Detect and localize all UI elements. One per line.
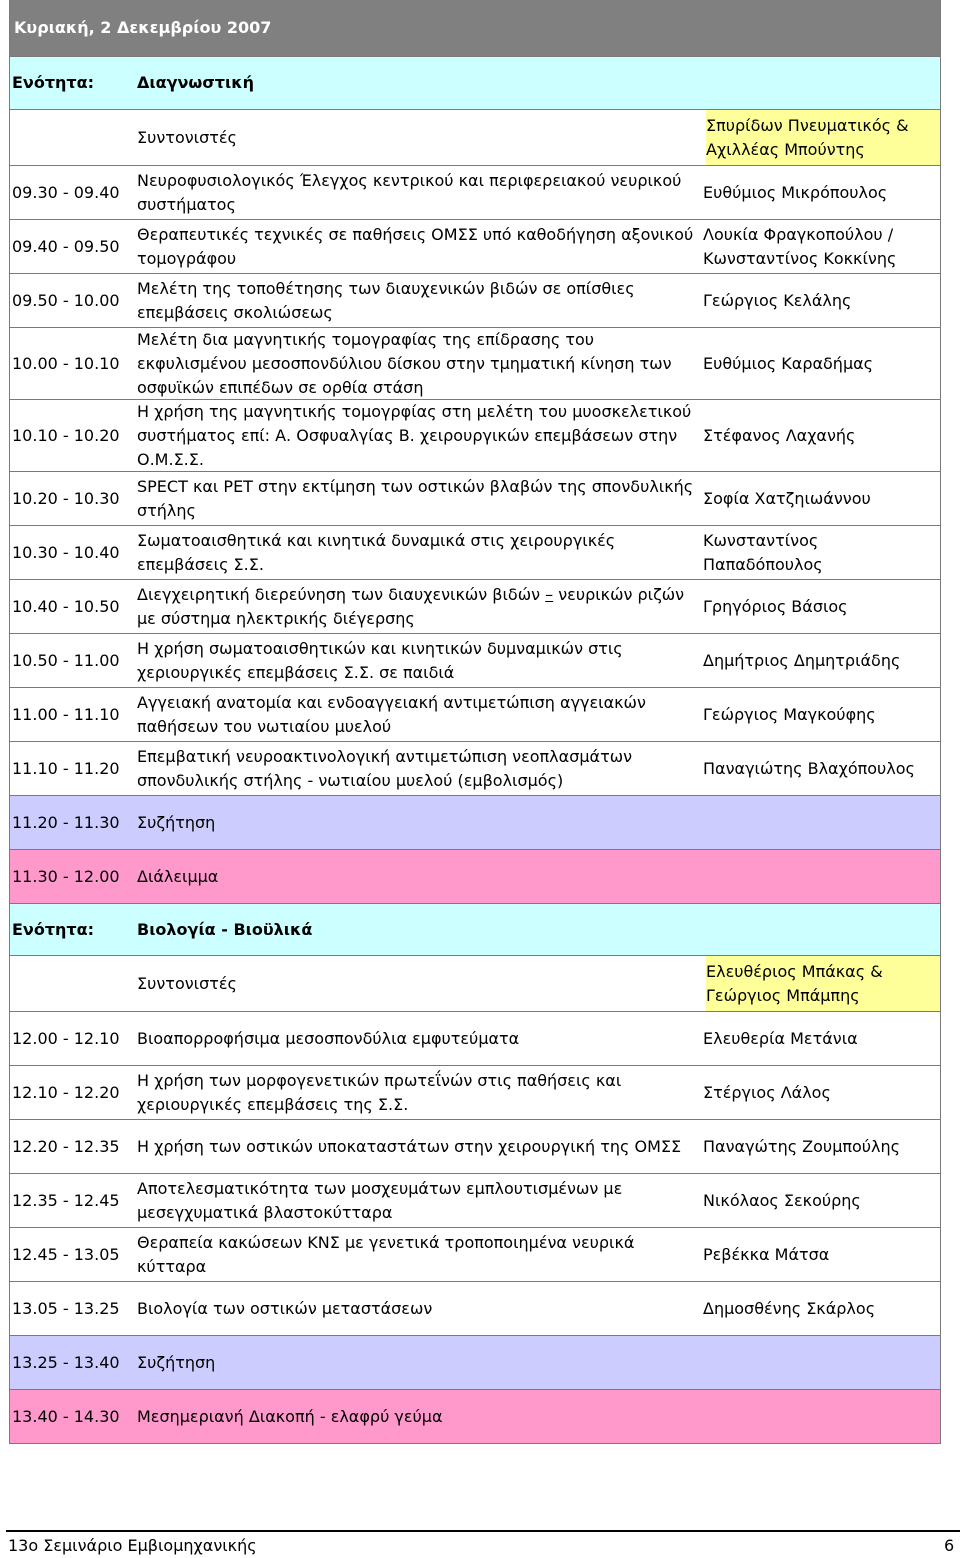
talk-speaker: Ελευθερία Μετάνια bbox=[703, 1028, 858, 1048]
talk-topic bbox=[137, 580, 705, 633]
talk-time: 13.05 - 13.25 bbox=[12, 1298, 120, 1318]
talk-time: 10.20 - 10.30 bbox=[12, 488, 120, 508]
talk-topic: Αποτελεσματικότητα των μοσχευμάτων εμπλουτισμένων με μεσεγχυματικά βλαστοκύτταρα bbox=[137, 1178, 623, 1222]
talk-time: 12.45 - 13.05 bbox=[12, 1244, 120, 1264]
talk-speaker: Παναγώτης Ζουμπούλης bbox=[703, 1136, 901, 1156]
talk-time: 09.50 - 10.00 bbox=[12, 290, 120, 310]
talk-topic: Νευροφυσιολογικός Έλεγχος κεντρικού και περιφερειακού νευρικού συστήματος bbox=[137, 170, 682, 214]
footer-divider bbox=[6, 1530, 960, 1532]
talk-topic: Μελέτη της τοποθέτησης των διαυχενικών βιδών σε οπίσθιες επεμβάσεις σκολιώσεως bbox=[137, 278, 635, 322]
coordinators-names: Σπυρίδων Πνευματικός & Αχιλλέας Μπούντης bbox=[706, 110, 940, 165]
table-border-left bbox=[9, 0, 10, 1443]
page-number: 6 bbox=[944, 1536, 955, 1555]
section-label: Ενότητα: bbox=[12, 73, 95, 92]
talk-topic: Η χρήση των οστικών υποκαταστάτων στην χειρουργική της ΟΜΣΣ bbox=[137, 1136, 682, 1156]
talk-time: 12.00 - 12.10 bbox=[12, 1028, 120, 1048]
break-label: Διάλειμμα bbox=[137, 866, 219, 886]
talk-time: 12.35 - 12.45 bbox=[12, 1190, 120, 1210]
talk-topic: Σωματοαισθητικά και κινητικά δυναμικά στις χειρουργικές επεμβάσεις Σ.Σ. bbox=[137, 530, 616, 574]
talk-topic: Η χρήση των μορφογενετικών πρωτεΐνών στις παθήσεις και χεριουργικές επεμβάσεις της Σ.Σ. bbox=[137, 1070, 622, 1114]
talk-speaker: Γεώργιος Μαγκούφης bbox=[703, 704, 876, 724]
talk-speaker: Ευθύμιος Καραδήμας bbox=[703, 353, 874, 373]
talk-topic: Μελέτη δια μαγνητικής τομογραφίας της επίδρασης του εκφυλισμένου μεσοσπονδύλιου δίσκου στην τμηματική κίνηση των οσφυϊκών επιπέδων σε ορθία στάση bbox=[137, 329, 672, 397]
talk-topic-part: νευρικών ριζών με σύστημα ηλεκτρικής διέγερσης bbox=[137, 584, 685, 628]
section-title: Βιολογία - Βιοϋλικά bbox=[137, 919, 313, 939]
table-row bbox=[9, 525, 940, 579]
talk-speaker: Στέργιος Λάλος bbox=[703, 1082, 831, 1102]
coordinators-row bbox=[9, 109, 940, 165]
section-row-diagnostic bbox=[9, 56, 940, 109]
coordinators-names: Ελευθέριος Μπάκας & Γεώργιος Μπάμπης bbox=[706, 956, 940, 1011]
table-row bbox=[9, 633, 940, 687]
talk-speaker: Ευθύμιος Μικρόπουλος bbox=[703, 182, 888, 202]
talk-time: 09.40 - 09.50 bbox=[12, 236, 120, 256]
talk-speaker: Δημήτριος Δημητριάδης bbox=[703, 650, 901, 670]
table-row bbox=[9, 579, 940, 633]
discussion-row bbox=[9, 795, 940, 849]
talk-speaker: Γεώργιος Κελάλης bbox=[703, 290, 852, 310]
table-border-bottom bbox=[9, 1443, 941, 1444]
section-title: Διαγνωστική bbox=[137, 73, 254, 92]
talk-topic-dash: – bbox=[545, 584, 554, 604]
talk-time: 10.50 - 11.00 bbox=[12, 650, 120, 670]
date-header bbox=[9, 0, 940, 56]
talk-time: 11.00 - 11.10 bbox=[12, 704, 120, 724]
coordinators-label: Συντονιστές bbox=[137, 110, 705, 165]
talk-topic: SPECT και PET στην εκτίμηση των οστικών βλαβών της σπονδυλικής στήλης bbox=[137, 476, 694, 520]
talk-topic: Θεραπεία κακώσεων ΚΝΣ με γενετικά τροποποιημένα νευρικά κύτταρα bbox=[137, 1232, 635, 1276]
talk-speaker: Γρηγόριος Βάσιος bbox=[703, 596, 848, 616]
talk-speaker: Λουκία Φραγκοπούλου / Κωνσταντίνος Κοκκίνης bbox=[703, 224, 897, 268]
table-row bbox=[9, 327, 940, 399]
discussion-time: 11.20 - 11.30 bbox=[12, 812, 120, 832]
table-row bbox=[9, 1173, 940, 1227]
talk-topic: Αγγειακή ανατομία και ενδοαγγειακή αντιμετώπιση αγγειακών παθήσεων του νωτιαίου μυελού bbox=[137, 692, 646, 736]
table-row bbox=[9, 219, 940, 273]
coordinators-row bbox=[9, 955, 940, 1011]
talk-time: 10.00 - 10.10 bbox=[12, 353, 120, 373]
talk-speaker: Σοφία Χατζηιωάννου bbox=[703, 488, 871, 508]
talk-speaker: Κωνσταντίνος Παπαδόπουλος bbox=[703, 530, 823, 574]
discussion-row bbox=[9, 1335, 940, 1389]
talk-speaker: Παναγιώτης Βλαχόπουλος bbox=[703, 758, 915, 778]
table-row bbox=[9, 273, 940, 327]
table-row bbox=[9, 1065, 940, 1119]
date-text: Κυριακή, 2 Δεκεμβρίου 2007 bbox=[14, 18, 272, 37]
section-row-biology bbox=[9, 903, 940, 955]
discussion-label: Συζήτηση bbox=[137, 1352, 216, 1372]
table-row bbox=[9, 399, 940, 471]
talk-time: 11.10 - 11.20 bbox=[12, 758, 120, 778]
discussion-time: 13.25 - 13.40 bbox=[12, 1352, 120, 1372]
talk-speaker: Νικόλαος Σεκούρης bbox=[703, 1190, 861, 1210]
talk-topic: Η χρήση σωματοαισθητικών και κινητικών δυμναμικών στις χεριουργικές επεμβάσεις Σ.Σ. σε παιδιά bbox=[137, 638, 623, 682]
table-row bbox=[9, 1281, 940, 1335]
talk-time: 12.10 - 12.20 bbox=[12, 1082, 120, 1102]
break-label: Μεσημεριανή Διακοπή - ελαφρύ γεύμα bbox=[137, 1406, 443, 1426]
footer-title: 13ο Σεμινάριο Εμβιομηχανικής bbox=[8, 1536, 257, 1555]
break-time: 13.40 - 14.30 bbox=[12, 1406, 120, 1426]
talk-time: 10.30 - 10.40 bbox=[12, 542, 120, 562]
table-row bbox=[9, 1227, 940, 1281]
talk-topic: Θεραπευτικές τεχνικές σε παθήσεις ΟΜΣΣ υπό καθοδήγηση αξονικού τομογράφου bbox=[137, 224, 694, 268]
break-row bbox=[9, 849, 940, 903]
talk-time: 09.30 - 09.40 bbox=[12, 182, 120, 202]
talk-speaker: Δημοσθένης Σκάρλος bbox=[703, 1298, 876, 1318]
talk-speaker: Στέφανος Λαχανής bbox=[703, 425, 856, 445]
talk-speaker: Ρεβέκκα Μάτσα bbox=[703, 1244, 830, 1264]
talk-topic: Βιολογία των οστικών μεταστάσεων bbox=[137, 1298, 433, 1318]
table-row bbox=[9, 1119, 940, 1173]
talk-time: 10.10 - 10.20 bbox=[12, 425, 120, 445]
table-row bbox=[9, 165, 940, 219]
discussion-label: Συζήτηση bbox=[137, 812, 216, 832]
break-row bbox=[9, 1389, 940, 1443]
table-row bbox=[9, 741, 940, 795]
section-label: Ενότητα: bbox=[12, 919, 95, 939]
table-row bbox=[9, 1011, 940, 1065]
talk-time: 12.20 - 12.35 bbox=[12, 1136, 120, 1156]
talk-topic-part: Διεγχειρητική διερεύνηση των διαυχενικών βιδών bbox=[137, 584, 546, 604]
coordinators-label: Συντονιστές bbox=[137, 973, 237, 993]
talk-topic: Βιοαπορροφήσιμα μεσοσπονδύλια εμφυτεύματα bbox=[137, 1028, 520, 1048]
talk-time: 10.40 - 10.50 bbox=[12, 596, 120, 616]
talk-topic: Η χρήση της μαγνητικής τομογρφίας στη μελέτη του μυοσκελετικού συστήματος επί: Α. Οσφυαλγίας Β. χειρουργικών επεμβάσεων στην Ο.Μ.Σ.Σ. bbox=[137, 401, 692, 469]
talk-topic: Επεμβατική νευροακτινολογική αντιμετώπιση νεοπλασμάτων σπονδυλικής στήλης - νωτιαίου μυελού (εμβολισμός) bbox=[137, 746, 633, 790]
break-time: 11.30 - 12.00 bbox=[12, 866, 120, 886]
table-row bbox=[9, 687, 940, 741]
table-border-right bbox=[940, 0, 941, 1443]
table-row bbox=[9, 471, 940, 525]
